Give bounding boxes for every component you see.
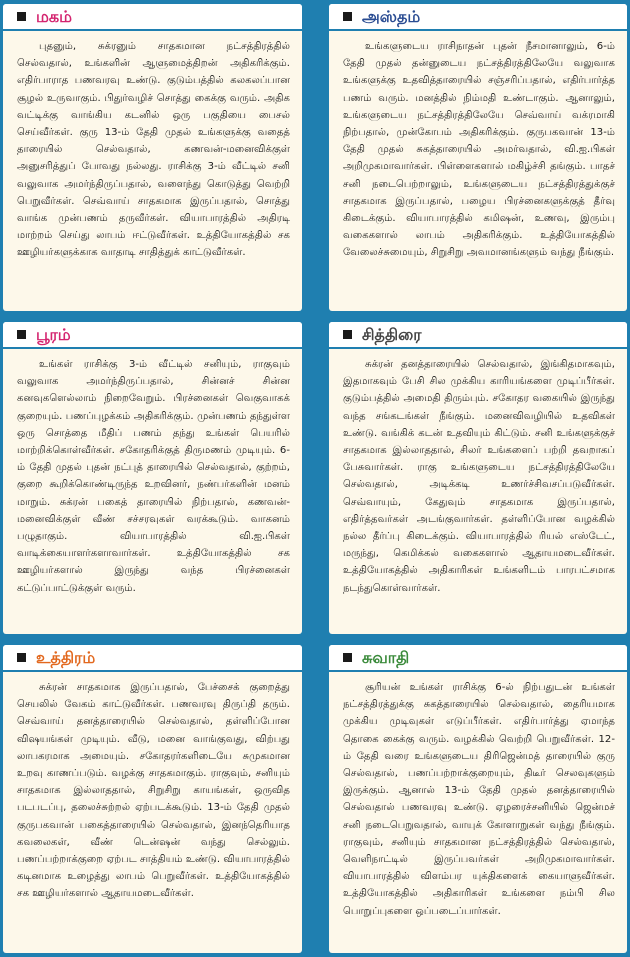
card-header [3,322,302,349]
prediction-text: உங்களுடைய ராசிநாதன் புதன் நீசமானாலும், 6-ம் தேதி முதல் தன்னுடைய நட்சத்திரத்திலேயே வலுவாக உங்களுக்கு உதவித்தாரையில் சஞ்சரிப்பதால், எதிர்பார்த்த பணம் வரும். மனத்தில் நிம்மதி உண்டாகும். ஆனாலும், உங்களுடைய நட்சத்திரத்திலேயே செவ்வாய் வக்ரமாகி நிற்பதால், முன்கோபம் அதிகரிக்கும். குருபகவான் 13-ம் தேதி முதல் சுகத்தாரையில் அமர்வதால், வி.ஐ.பிகள் அறிமுகமாவார்கள். பிள்ளைகளால் மகிழ்ச்சி தங்கும். பாதச் சனி நடைபெற்றாலும், உங்களுடைய நட்சத்திரத்துக்குச் சாதகமாக இருப்பதால், பழைய பிரச்னைகளுக்குத் தீர்வு கிடைக்கும். வியாபாரத்தில் கமிஷன், உணவு, இரும்பு வகைகளால் லாபம் அதிகரிக்கும். உத்தியோகத்தில் வேலைச்சுமையும், சிறுசிறு அவமானங்களும் வந்து நீங்கும். [343,41,615,259]
star-card-swathi [329,645,627,953]
prediction-text: சுக்ரன் தனத்தாரையில் செல்வதால், இங்கிதமாகவும், இதமாகவும் பேசி சில முக்கிய காரியங்களை முடிப்பீர்கள். குடும்பத்தில் அமைதி திரும்பும். சகோதர வகையில் இருந்து வந்த சங்கடங்கள் நீங்கும். மனைவிவழியில் உதவிகள் உண்டு. வங்கிக் கடன் உதவியும் கிட்டும். சனி உங்களுக்குச் சாதகமாக இல்லாததால், சிலர் உங்களைப் பற்றி தவறாகப் பேசுவார்கள். ராகு உங்களுடைய நட்சத்திரத்திலேயே செல்வதால், அடிக்கடி உணர்ச்சிவசப்படுவீர்கள். செவ்வாயும், கேதுவும் சாதகமாக இருப்பதால், எதிர்த்தவர்கள் அடங்குவார்கள். தள்ளிப்போன வழக்கில் நல்ல தீர்ப்பு கிடைக்கும். வியாபாரத்தில் ரியல் எஸ்டேட், மருந்து, கெமிக்கல் வகைகளால் ஆதாயமடைவீர்கள். உத்தியோகத்தில் அதிகாரிகள் உங்களிடம் பாரபட்சமாக நடந்துகொள்வார்கள். [343,359,615,594]
prediction-text: சுக்ரன் சாதகமாக இருப்பதால், பேச்சைக் குறைத்து செயலில் வேகம் காட்டுவீர்கள். பணவரவு திருப்தி தரும். செவ்வாய் தனத்தாரையில் செல்வதால், தள்ளிப்போன விஷயங்கள் முடியும். வீடு, மனை வாங்குவது, விற்பது லாபகரமாக அமையும். சகோதரர்களிடையே சுமுகமான உறவு காணப்படும். வழக்கு சாதகமாகும். ராகுவும், சனியும் சாதகமாக இல்லாததால், சிறுசிறு காயங்கள், ஒருவித படபடப்பு, தலைச்சுற்றல் ஏற்படக்கூடும். 13-ம் தேதி முதல் குருபகவான் பகைத்தாரையில் செல்வதால், இனந்தெரியாத கவலைகள், வீண் டென்ஷன் வந்து செல்லும். பணப்பற்றாக்குறை ஏற்பட சாத்தியம் உண்டு. வியாபாரத்தில் கடினமாக உழைத்து லாபம் பெறுவீர்கள். உத்தியோகத்தில் சக ஊழியர்களால் ஆதாயமடைவீர்கள். [17,682,290,900]
star-title: உத்திரம் [36,647,96,667]
card-header [329,645,627,672]
bullet-square-icon [17,653,26,662]
bullet-square-icon [343,12,352,21]
star-title: சுவாதி [362,647,410,667]
star-title: அஸ்தம் [362,6,421,26]
bullet-square-icon [343,330,352,339]
prediction-text: புதனும், சுக்ரனும் சாதகமான நட்சத்திரத்தில் செல்வதால், உங்களின் ஆளுமைத்திறன் அதிகரிக்கும். எதிர்பாராத பணவரவு உண்டு. குடும்பத்தில் கலகலப்பான சூழல் உருவாகும். பிதுர்வழிச் சொத்து கைக்கு வரும். அதிக வட்டிக்கு வாங்கிய கடனில் ஒரு பகுதியை பைசல் செய்வீர்கள். குரு 13-ம் தேதி முதல் உங்களுக்கு வதைத் தாரையில் செல்வதால், கணவன்-மனைவிக்குள் அனுசரித்துப் போவது நல்லது. ராசிக்கு 3-ம் வீட்டில் சனி வலுவாக அமர்ந்திருப்பதால், வளைந்து கொடுத்து வெற்றி பெறுவீர்கள். செவ்வாய் சாதகமாக இருப்பதால், சொத்து வாங்க முன்பணம் தருவீர்கள். வியாபாரத்தில் அதிரடி மாற்றம் செய்து லாபம் ஈட்டுவீர்கள். உத்தியோகத்தில் சக ஊழியர்களுக்காக வாதாடி சாதித்துக் காட்டுவீர்கள். [17,41,290,259]
card-header [329,4,627,31]
star-card-pooram [3,322,302,634]
star-title: சித்திரை [362,324,422,344]
star-card-uthiram [3,645,302,953]
star-title: மகம் [36,6,72,26]
prediction-text: சூரியன் உங்கள் ராசிக்கு 6-ல் நிற்பதுடன் உங்கள் நட்சத்திரத்துக்கு சுகத்தாரையில் செல்வதால், தைரியமாக முக்கிய முடிவுகள் எடுப்பீர்கள். எதிர்பார்த்து ஏமாந்த தொகை கைக்கு வரும். வழக்கில் வெற்றி பெறுவீர்கள். 12-ம் தேதி வரை உங்களுடைய திரிஜென்மத் தாரையில் குரு செல்வதால், பணப்பற்றாக்குறையும், திடீர் செலவுகளும் இருக்கும். ஆனால் 13-ம் தேதி முதல் தனத்தாரையில் செல்வதால் பணவரவு உண்டு. ஏழரைச்சனியில் ஜென்மச் சனி நடைபெறுவதால், வாயுக் கோளாறுகள் வந்து நீங்கும். ராகுவும், சனியும் சாதகமான நட்சத்திரத்தில் செல்வதால், வெளிநாட்டில் இருப்பவர்கள் அறிமுகமாவார்கள். வியாபாரத்தில் விளம்பர யுக்திகளைக் கையாளுவீர்கள். உத்தியோகத்தில் அதிகாரிகள் உங்களை நம்பி சில பொறுப்புகளை ஒப்படைப்பார்கள். [343,682,615,917]
prediction-text: உங்கள் ராசிக்கு 3-ம் வீட்டில் சனியும், ராகுவும் வலுவாக அமர்ந்திருப்பதால், சின்னச் சின்ன கனவுகளெல்லாம் நிறைவேறும். பிரச்னைகள் வெகுவாகக் குறையும். பணப்புழக்கம் அதிகரிக்கும். முன்பணம் தந்துள்ள ஒரு சொத்தை மீதிப் பணம் தந்து உங்கள் பெயரில் மாற்றிக்கொள்வீர்கள். சகோதரிக்குத் திருமணம் முடியும். 6-ம் தேதி முதல் புதன் நட்புத் தாரையில் செல்வதால், குற்றம், குறை கூறிக்கொண்டிருந்த உறவினர், நண்பர்களின் மனம் மாறும். சுக்ரன் பகைத் தாரையில் நிற்பதால், கணவன்-மனைவிக்குள் வீண் சச்சரவுகள் வரக்கூடும். வாகனம் பழுதாகும். வியாபாரத்தில் வி.ஐ.பிகள் வாடிக்கையாளர்களாவார்கள். உத்தியோகத்தில் சக ஊழியர்களால் இருந்து வந்த பிரச்னைகள் கட்டுப்பாட்டுக்குள் வரும். [17,359,290,594]
star-card-chithirai [329,322,627,634]
card-header [329,322,627,349]
card-header [3,645,302,672]
star-card-magam [3,4,302,311]
bullet-square-icon [17,12,26,21]
bullet-square-icon [17,330,26,339]
star-title: பூரம் [36,324,71,344]
card-header [3,4,302,31]
star-card-astham [329,4,627,311]
bullet-square-icon [343,653,352,662]
